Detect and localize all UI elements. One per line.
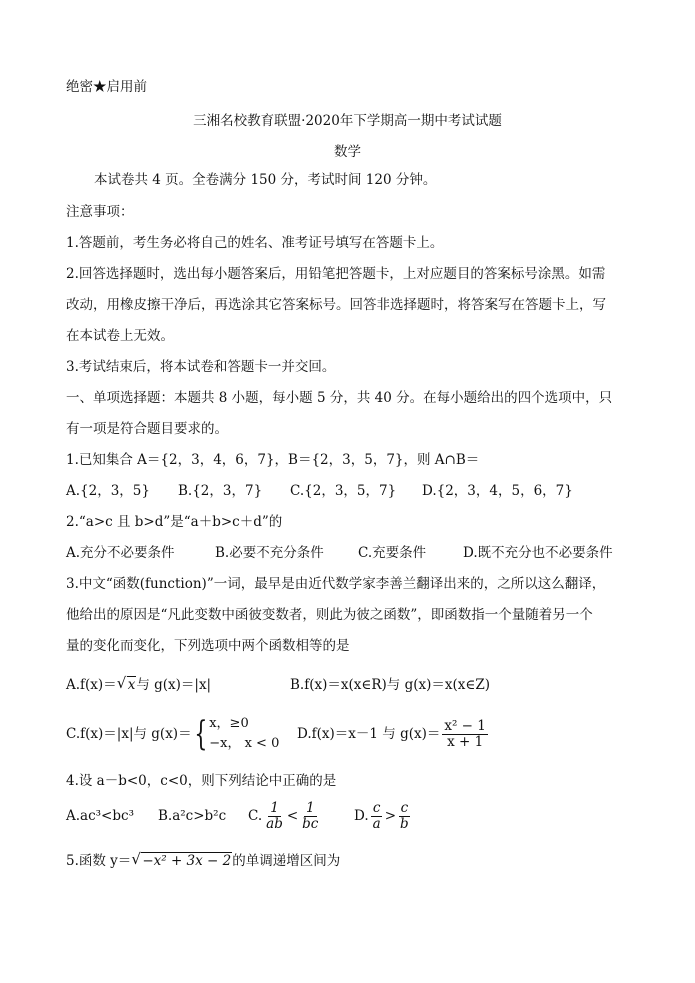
sqrt-expression [131, 852, 232, 870]
exam-intro: 本试卷共 4 页。全卷满分 150 分，考试时间 120 分钟。 [94, 172, 437, 188]
subject-title: 数学 [334, 144, 361, 160]
question-4-option-c [248, 798, 322, 834]
case-1: x，≥0 [209, 716, 249, 731]
case-2: −x， x < 0 [209, 736, 280, 751]
option-d-label: D. [354, 808, 369, 824]
radicand: −x² + 3x − 2 [142, 853, 232, 869]
question-4-option-b: B.a²c>b²c [158, 808, 227, 824]
note-2-line-3: 在本试卷上无效。 [66, 328, 174, 344]
question-3-option-a [66, 676, 211, 694]
fraction-1 [264, 801, 285, 832]
question-5-suffix: 的单调递增区间为 [232, 853, 341, 869]
question-4-stem: 4.设 a－b<0，c<0，则下列结论中正确的是 [66, 773, 337, 789]
note-1: 1.答题前，考生务必将自己的姓名、准考证号填写在答题卡上。 [66, 235, 444, 251]
option-a-suffix: 与 g(x)＝|x| [136, 677, 212, 693]
left-brace: { [193, 714, 207, 754]
option-c-label: C. [248, 808, 263, 824]
question-4-option-d [354, 798, 413, 834]
question-2-option-b: B.必要不充分条件 [215, 545, 324, 561]
piecewise-cases [209, 714, 279, 754]
section-1-heading-cont: 有一项是符合题目要求的。 [66, 421, 228, 437]
numerator: c [372, 799, 381, 816]
sqrt-expression [117, 676, 137, 694]
exam-title: 三湘名校教育联盟·2020年下学期高一期中考试试题 [193, 113, 502, 129]
section-1-heading: 一、单项选择题：本题共 8 小题，每小题 5 分，共 40 分。在每小题给出的四个选项中，只 [66, 390, 613, 406]
question-3-stem-line-2: 他给出的原因是“凡此变数中函彼变数者，则此为彼之函数”，即函数指一个量随着另一个 [66, 607, 593, 623]
question-2-stem: 2.“a>c 且 b>d”是“a＋b>c＋d”的 [66, 514, 283, 530]
question-1-option-c: C.{2，3，5，7} [290, 483, 397, 499]
note-2-line-2: 改动，用橡皮擦干净后，再选涂其它答案标号。回答非选择题时，将答案写在答题卡上，写 [66, 297, 606, 313]
numerator: x² − 1 [444, 717, 486, 734]
question-2-option-d: D.既不充分也不必要条件 [463, 545, 613, 561]
operator: < [286, 808, 299, 824]
question-3-stem-line-1: 3.中文“函数(function)”一词，最早是由近代数学家李善兰翻译出来的，之所以这么翻译， [66, 576, 606, 592]
fraction-1 [371, 801, 383, 832]
option-c-prefix: C.f(x)＝|x|与 g(x)＝ [66, 726, 192, 742]
numerator: c [400, 799, 409, 816]
question-4-option-a: A.ac³<bc³ [66, 808, 134, 824]
question-5-prefix: 5.函数 y＝ [66, 853, 132, 869]
fraction [442, 719, 488, 750]
question-1-option-d: D.{2，3，4，5，6，7} [422, 483, 573, 499]
fraction-2 [300, 801, 320, 832]
denominator: a [372, 815, 381, 832]
denominator: ab [266, 815, 283, 832]
question-3-option-d [297, 712, 490, 756]
question-1-option-a: A.{2，3，5} [66, 483, 150, 499]
question-3-option-c [66, 712, 279, 756]
question-5-stem [66, 852, 340, 870]
question-3-option-b: B.f(x)＝x(x∈R)与 g(x)＝x(x∈Z) [290, 677, 490, 693]
question-3-stem-line-3: 量的变化而变化，下列选项中两个函数相等的是 [66, 638, 350, 654]
denominator: x + 1 [447, 733, 484, 750]
fraction-2 [398, 801, 411, 832]
numerator: 1 [305, 799, 315, 816]
note-2-line-1: 2.回答选择题时，选出每小题答案后，用铅笔把答题卡，上对应题目的答案标号涂黑。如需 [66, 266, 606, 282]
operator: > [384, 808, 397, 824]
option-a-prefix: A.f(x)＝ [66, 677, 117, 693]
radicand: x [127, 677, 136, 693]
confidential-label: 绝密★启用前 [66, 79, 147, 95]
option-d-prefix: D.f(x)＝x－1 与 g(x)＝ [297, 726, 441, 742]
numerator: 1 [270, 799, 279, 816]
notes-heading: 注意事项： [66, 204, 134, 220]
note-3: 3.考试结束后，将本试卷和答题卡一并交回。 [66, 359, 336, 375]
question-1-option-b: B.{2，3，7} [178, 483, 263, 499]
denominator: b [400, 815, 409, 832]
question-2-option-a: A.充分不必要条件 [66, 545, 175, 561]
question-1-stem: 1.已知集合 A＝{2，3，4，6，7}，B＝{2，3，5，7}，则 A∩B＝ [66, 452, 480, 468]
question-2-option-c: C.充要条件 [358, 545, 427, 561]
denominator: bc [302, 815, 319, 832]
